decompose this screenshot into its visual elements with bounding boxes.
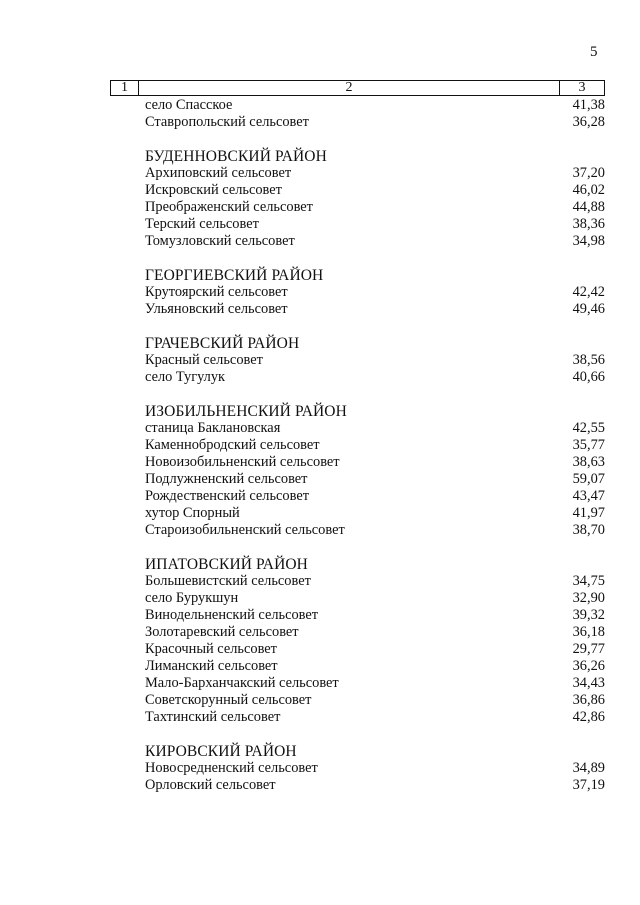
settlement-name: Винодельненский сельсовет bbox=[145, 607, 319, 623]
settlement-value: 37,20 bbox=[572, 165, 605, 181]
settlement-value: 42,86 bbox=[572, 709, 605, 725]
table-row bbox=[145, 437, 605, 454]
district-heading: КИРОВСКИЙ РАЙОН bbox=[145, 743, 297, 760]
settlement-value: 34,75 bbox=[572, 573, 605, 589]
table-row bbox=[145, 692, 605, 709]
column-header-1: 1 bbox=[111, 81, 139, 95]
settlement-value: 34,98 bbox=[572, 233, 605, 249]
table-row bbox=[145, 658, 605, 675]
table-row bbox=[145, 641, 605, 658]
district-list bbox=[145, 97, 605, 794]
settlement-name: Новоизобильненский сельсовет bbox=[145, 454, 340, 470]
table-header bbox=[110, 80, 605, 96]
table-row bbox=[145, 522, 605, 539]
settlement-name: Староизобильненский сельсовет bbox=[145, 522, 345, 538]
settlement-name: село Тугулук bbox=[145, 369, 226, 385]
table-row bbox=[145, 454, 605, 471]
settlement-name: село Спасское bbox=[145, 97, 233, 113]
table-row bbox=[145, 301, 605, 318]
table-row bbox=[145, 471, 605, 488]
settlement-value: 40,66 bbox=[572, 369, 605, 385]
table-row bbox=[145, 573, 605, 590]
settlement-value: 34,89 bbox=[572, 760, 605, 776]
settlement-name: Лиманский сельсовет bbox=[145, 658, 278, 674]
table-row bbox=[145, 165, 605, 182]
settlement-value: 36,26 bbox=[572, 658, 605, 674]
settlement-value: 44,88 bbox=[572, 199, 605, 215]
settlement-name: Архиповский сельсовет bbox=[145, 165, 292, 181]
table-row bbox=[145, 675, 605, 692]
table-row bbox=[145, 624, 605, 641]
settlement-value: 38,56 bbox=[572, 352, 605, 368]
table-row bbox=[145, 420, 605, 437]
settlement-name: Ульяновский сельсовет bbox=[145, 301, 288, 317]
district-heading: ГРАЧЕВСКИЙ РАЙОН bbox=[145, 335, 300, 352]
settlement-value: 36,18 bbox=[572, 624, 605, 640]
settlement-name: Тахтинский сельсовет bbox=[145, 709, 281, 725]
settlement-name: Томузловский сельсовет bbox=[145, 233, 295, 249]
district-heading: ИЗОБИЛЬНЕНСКИЙ РАЙОН bbox=[145, 403, 347, 420]
settlement-name: Подлужненский сельсовет bbox=[145, 471, 308, 487]
district-heading: ИПАТОВСКИЙ РАЙОН bbox=[145, 556, 308, 573]
settlement-value: 36,86 bbox=[572, 692, 605, 708]
settlement-name: Искровский сельсовет bbox=[145, 182, 282, 198]
column-header-2: 2 bbox=[139, 81, 560, 95]
settlement-value: 41,97 bbox=[572, 505, 605, 521]
settlement-name: Рождественский сельсовет bbox=[145, 488, 310, 504]
settlement-name: Ставропольский сельсовет bbox=[145, 114, 309, 130]
settlement-name: Большевистский сельсовет bbox=[145, 573, 311, 589]
settlement-name: Преображенский сельсовет bbox=[145, 199, 313, 215]
settlement-value: 38,36 bbox=[572, 216, 605, 232]
district-heading: ГЕОРГИЕВСКИЙ РАЙОН bbox=[145, 267, 324, 284]
table-row bbox=[145, 233, 605, 250]
settlement-value: 38,63 bbox=[572, 454, 605, 470]
table-row bbox=[145, 97, 605, 114]
table-row bbox=[145, 709, 605, 726]
settlement-name: Крутоярский сельсовет bbox=[145, 284, 288, 300]
table-row bbox=[145, 590, 605, 607]
settlement-value: 37,19 bbox=[572, 777, 605, 793]
settlement-name: село Бурукшун bbox=[145, 590, 239, 606]
settlement-value: 35,77 bbox=[572, 437, 605, 453]
column-header-3: 3 bbox=[578, 80, 586, 95]
page-number: 5 bbox=[590, 44, 598, 60]
table-row bbox=[145, 216, 605, 233]
district-heading: БУДЕННОВСКИЙ РАЙОН bbox=[145, 148, 327, 165]
settlement-value: 59,07 bbox=[572, 471, 605, 487]
settlement-value: 38,70 bbox=[572, 522, 605, 538]
table-row bbox=[145, 777, 605, 794]
table-row bbox=[145, 199, 605, 216]
table-row bbox=[145, 182, 605, 199]
settlement-value: 46,02 bbox=[572, 182, 605, 198]
settlement-value: 43,47 bbox=[572, 488, 605, 504]
settlement-value: 42,42 bbox=[572, 284, 605, 300]
table-row bbox=[145, 607, 605, 624]
settlement-name: Терский сельсовет bbox=[145, 216, 259, 232]
settlement-name: Новосредненский сельсовет bbox=[145, 760, 318, 776]
settlement-name: Красный сельсовет bbox=[145, 352, 263, 368]
table-row bbox=[145, 760, 605, 777]
table-row bbox=[145, 114, 605, 131]
settlement-value: 32,90 bbox=[572, 590, 605, 606]
settlement-value: 29,77 bbox=[572, 641, 605, 657]
settlement-name: Мало-Барханчакский сельсовет bbox=[145, 675, 339, 691]
settlement-value: 49,46 bbox=[572, 301, 605, 317]
settlement-name: хутор Спорный bbox=[145, 505, 240, 521]
settlement-name: Орловский сельсовет bbox=[145, 777, 276, 793]
table-row bbox=[145, 284, 605, 301]
settlement-value: 39,32 bbox=[572, 607, 605, 623]
settlement-name: Советскорунный сельсовет bbox=[145, 692, 312, 708]
settlement-name: Золотаревский сельсовет bbox=[145, 624, 299, 640]
table-row bbox=[145, 369, 605, 386]
settlement-name: Красочный сельсовет bbox=[145, 641, 277, 657]
table-row bbox=[145, 505, 605, 522]
settlement-name: Каменнобродский сельсовет bbox=[145, 437, 320, 453]
settlement-value: 41,38 bbox=[572, 97, 605, 113]
table-row bbox=[145, 488, 605, 505]
table-row bbox=[145, 352, 605, 369]
settlement-value: 36,28 bbox=[572, 114, 605, 130]
settlement-value: 34,43 bbox=[572, 675, 605, 691]
settlement-value: 42,55 bbox=[572, 420, 605, 436]
settlement-name: станица Баклановская bbox=[145, 420, 281, 436]
